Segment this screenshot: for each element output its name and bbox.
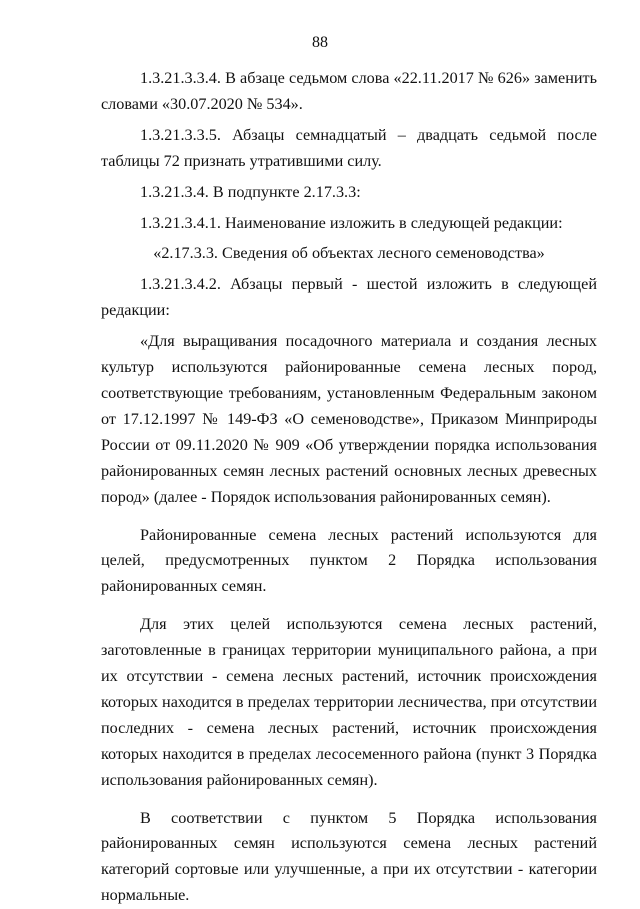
- quoted-paragraph-seed-use: «Для выращивания посадочного материала и создания лесных культур используются районированные семена лесных пород, соответствующие требованиям, установленным Федеральным законом от 17.12.1997 № 149-ФЗ «О семеноводстве», Приказом Минприроды России от 09.11.2020 № 909 «Об утверждении порядка использования районированных семян лесных растений основных лесных древесных пород» (далее - Порядок использования районированных семян).: [101, 332, 597, 506]
- page-number: 88: [312, 34, 328, 51]
- paragraph-seed-categories: В соответствии с пунктом 5 Порядка использования районированных семян используются семена лесных растений категорий сортовые или улучшенные, а при их отсутствии - категории нормальные.: [101, 808, 597, 905]
- paragraph-1-3-21-3-3-4: 1.3.21.3.3.4. В абзаце седьмом слова «22.11.2017 № 626» заменить словами «30.07.2020 № 534».: [101, 69, 597, 113]
- paragraph-1-3-21-3-3-5: 1.3.21.3.3.5. Абзацы семнадцатый – двадцать седьмой после таблицы 72 признать утратившими силу.: [101, 125, 597, 170]
- paragraph-1-3-21-3-4-2: 1.3.21.3.4.2. Абзацы первый - шестой изложить в следующей редакции:: [101, 275, 597, 320]
- document-body: [101, 66, 597, 909]
- paragraph-1-3-21-3-4: 1.3.21.3.4. В подпункте 2.17.3.3:: [140, 182, 361, 201]
- paragraph-seed-sources: Для этих целей используются семена лесных растений, заготовленные в границах территории муниципального района, а при их отсутствии - семена лесных растений, источник происхождения которых находится в пределах территории лесничества, при отсутствии последних - семена лесных растений, источник происхождения которых находится в пределах лесосеменного района (пункт 3 Порядка использования районированных семян).: [101, 615, 597, 789]
- section-heading-2-17-3-3: «2.17.3.3. Сведения об объектах лесного семеноводства»: [153, 244, 545, 263]
- paragraph-1-3-21-3-4-1: 1.3.21.3.4.1. Наименование изложить в следующей редакции:: [140, 213, 563, 232]
- paragraph-zoned-seeds-purpose: Районированные семена лесных растений используются для целей, предусмотренных пунктом 2 Порядка использования районированных семян.: [101, 525, 597, 596]
